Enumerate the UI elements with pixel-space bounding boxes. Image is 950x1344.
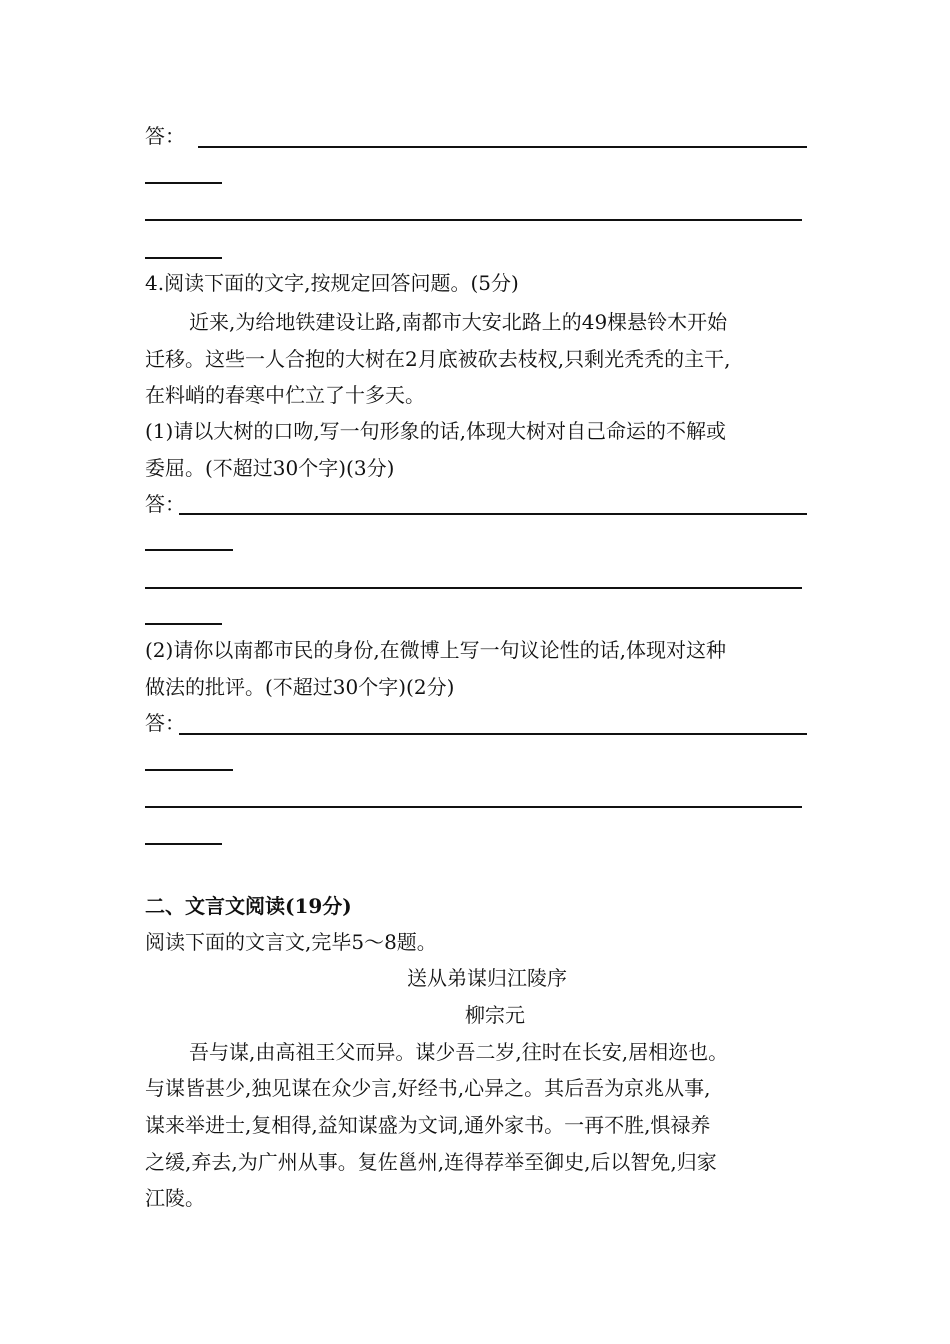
answer-line-short[interactable] bbox=[145, 843, 222, 845]
q4-passage-line: 近来,为给地铁建设让路,南都市大安北路上的49棵悬铃木开始 bbox=[189, 310, 728, 334]
q4-passage-line: 在料峭的春寒中伫立了十多天。 bbox=[145, 383, 425, 407]
answer-line[interactable] bbox=[179, 513, 807, 515]
classical-passage-line: 江陵。 bbox=[145, 1186, 205, 1210]
classical-passage-line: 谋来举进士,复相得,益知谋盛为文词,通外家书。一再不胜,惧禄养 bbox=[145, 1113, 711, 1137]
answer-label: 答： bbox=[145, 711, 185, 735]
q4-sub2-prompt: (2)请你以南都市民的身份,在微博上写一句议论性的话,体现对这种 bbox=[145, 638, 727, 662]
question-4-heading: 4.阅读下面的文字,按规定回答问题。(5分) bbox=[145, 271, 519, 295]
answer-line-short[interactable] bbox=[145, 182, 222, 184]
answer-label: 答： bbox=[145, 124, 185, 148]
classical-passage-line: 之缓,弃去,为广州从事。复佐邕州,连得荐举至御史,后以智免,归家 bbox=[145, 1150, 717, 1174]
answer-line-short[interactable] bbox=[145, 549, 233, 551]
classical-passage-line: 与谋皆甚少,独见谋在众少言,好经书,心异之。其后吾为京兆从事, bbox=[145, 1076, 711, 1100]
classical-passage-line: 吾与谋,由高祖王父而异。谋少吾二岁,往时在长安,居相迩也。 bbox=[189, 1040, 729, 1064]
section-instruction: 阅读下面的文言文,完毕5～8题。 bbox=[145, 930, 437, 954]
answer-label: 答： bbox=[145, 492, 185, 516]
answer-line-short[interactable] bbox=[145, 623, 222, 625]
answer-line-short[interactable] bbox=[145, 769, 233, 771]
answer-line[interactable] bbox=[145, 587, 802, 589]
answer-line-short[interactable] bbox=[145, 257, 222, 259]
q4-sub1-prompt: (1)请以大树的口吻,写一句形象的话,体现大树对自己命运的不解或 bbox=[145, 419, 727, 443]
text-author: 柳宗元 bbox=[465, 1003, 525, 1027]
section-heading: 二、文言文阅读(19分) bbox=[145, 894, 352, 918]
q4-sub2-prompt: 做法的批评。(不超过30个字)(2分) bbox=[145, 675, 455, 699]
q4-sub1-prompt: 委屈。(不超过30个字)(3分) bbox=[145, 456, 395, 480]
answer-line[interactable] bbox=[179, 733, 807, 735]
answer-line[interactable] bbox=[145, 806, 802, 808]
q4-passage-line: 迁移。这些一人合抱的大树在2月底被砍去枝杈,只剩光秃秃的主干, bbox=[145, 347, 731, 371]
text-title: 送从弟谋归江陵序 bbox=[407, 966, 567, 990]
answer-line[interactable] bbox=[145, 219, 802, 221]
answer-line[interactable] bbox=[198, 146, 807, 148]
